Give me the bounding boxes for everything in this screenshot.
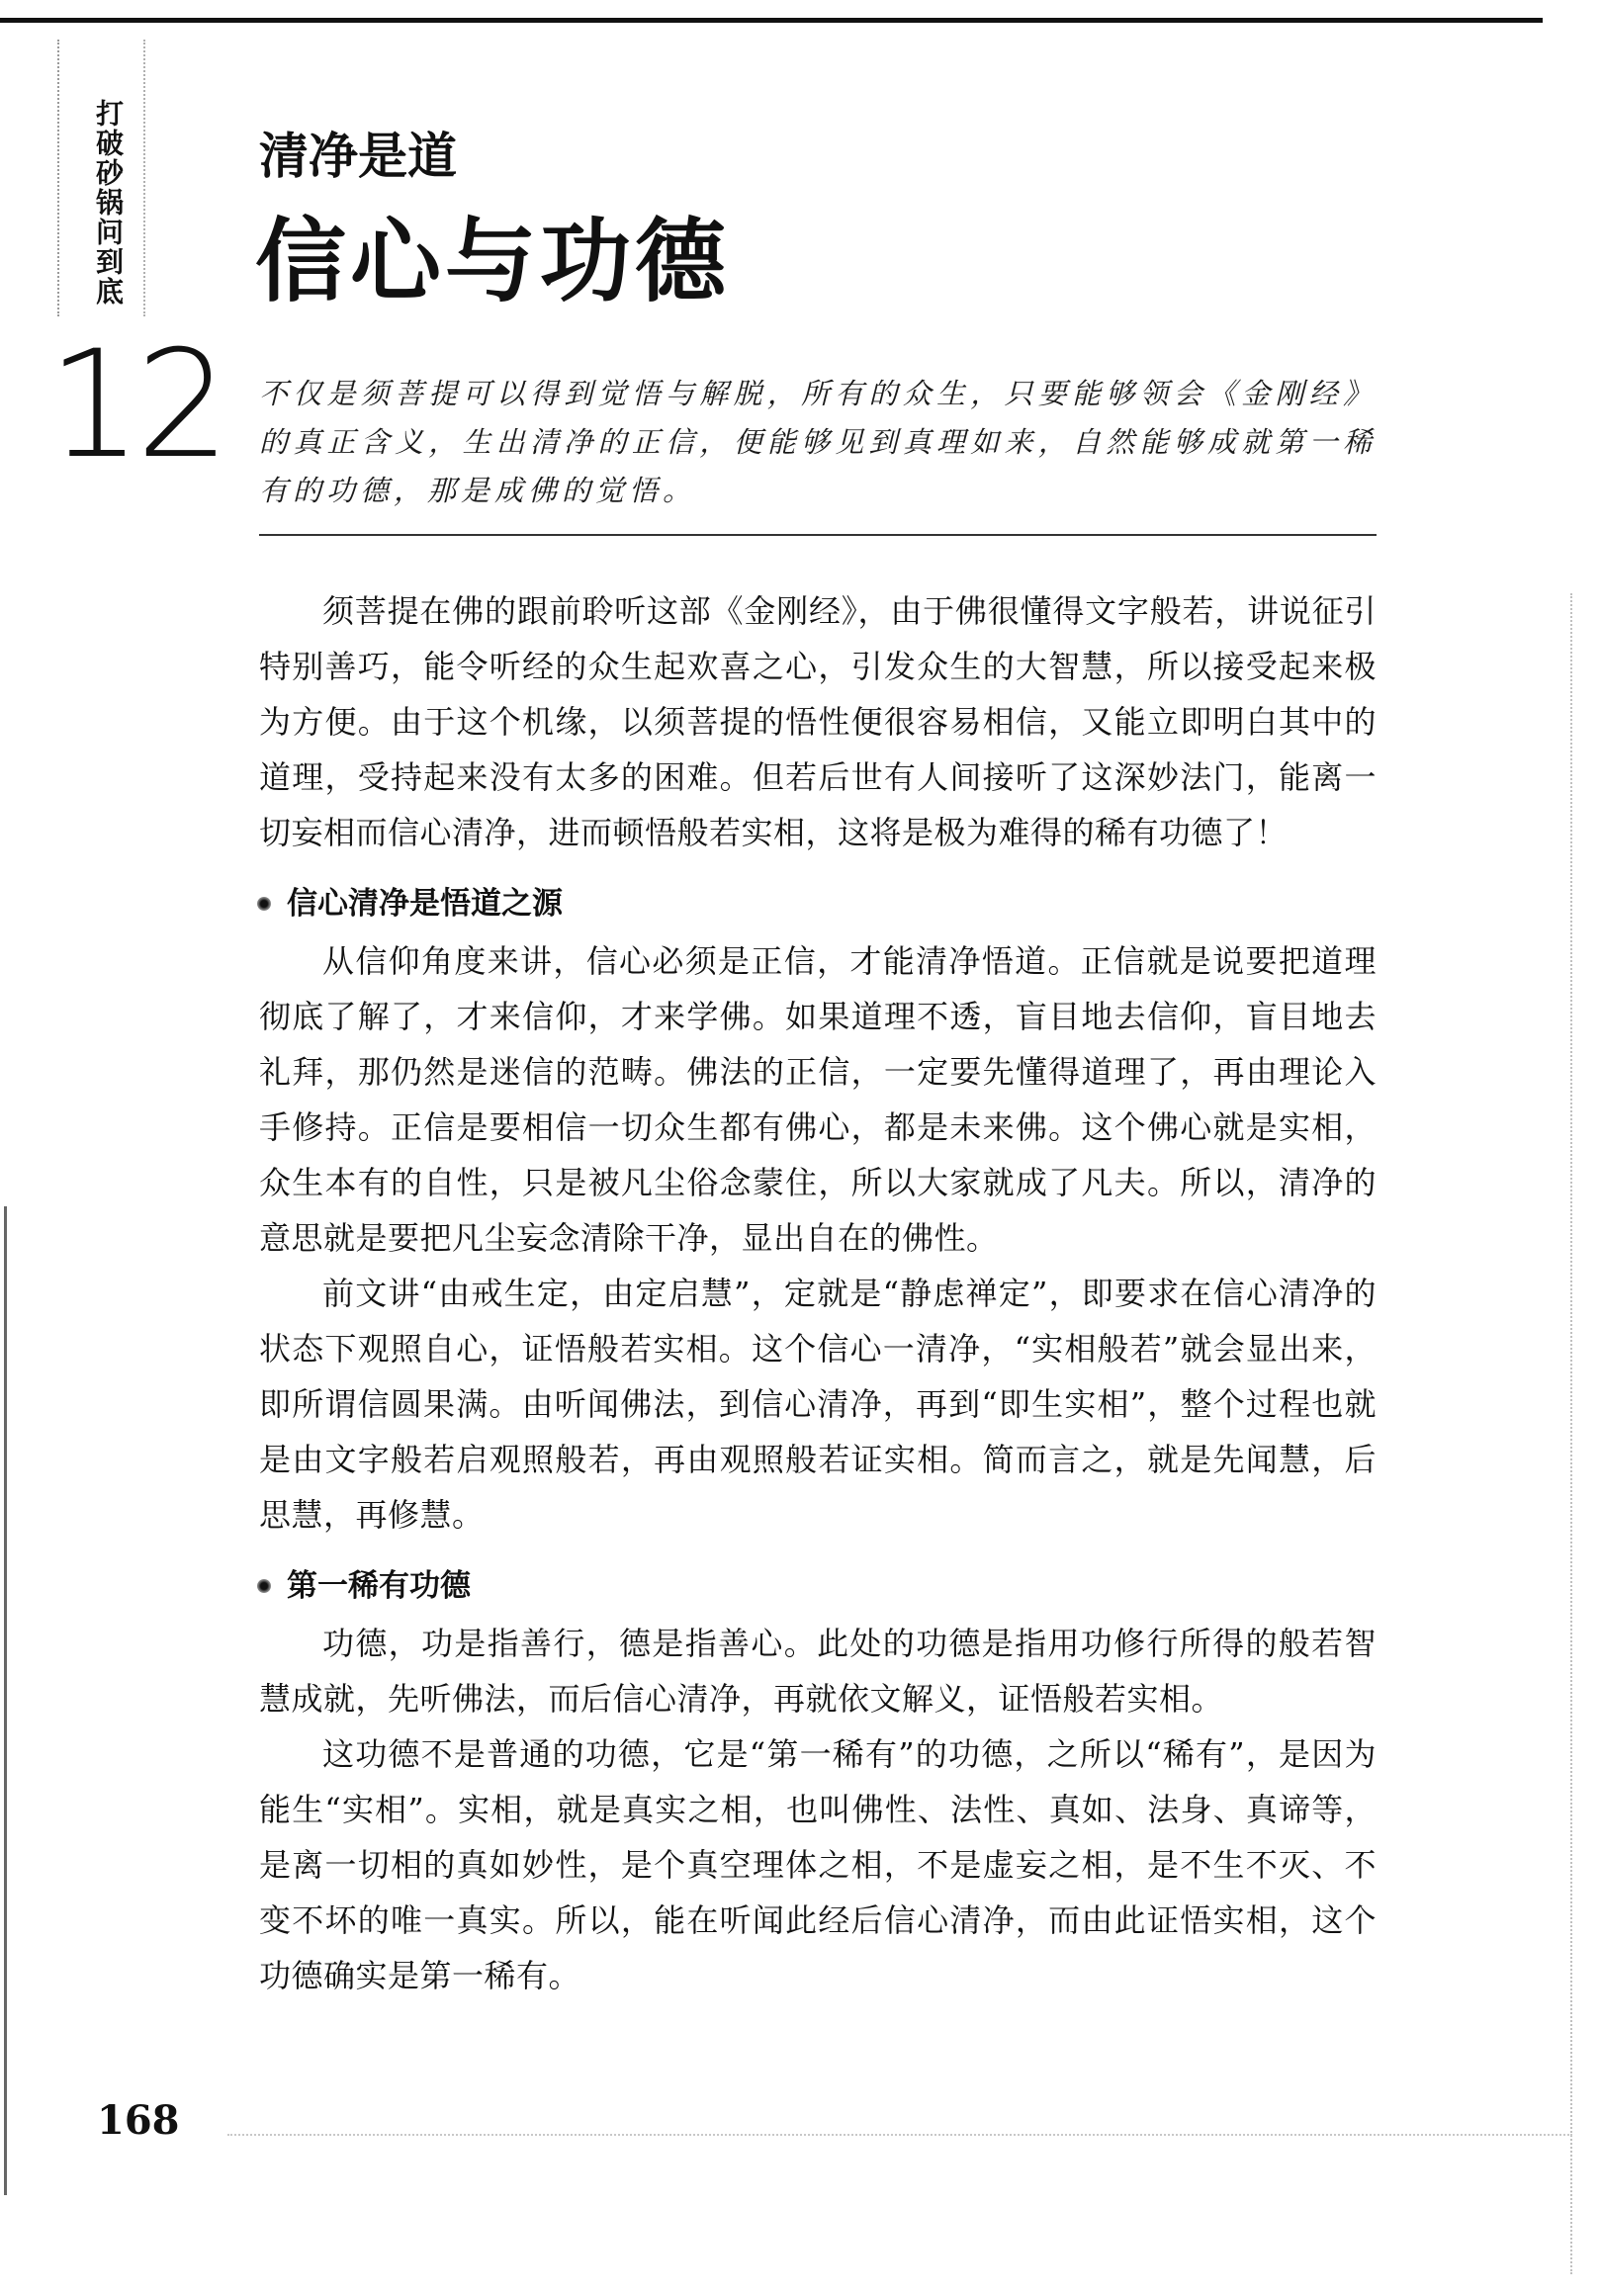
chapter-abstract: 不仅是须菩提可以得到觉悟与解脱，所有的众生，只要能够领会《金刚经》的真正含义，生出清净的正信，便能够见到真理如来，自然能够成就第一稀有的功德，那是成佛的觉悟。 — [259, 377, 1377, 507]
page-edge-line — [4, 1206, 7, 2195]
footer-dotted-line — [227, 2134, 1572, 2136]
chapter-title: 信心与功德 — [255, 209, 731, 314]
page-number: 168 — [97, 2097, 180, 2144]
series-title: 打破砂锅问到底 — [92, 99, 125, 307]
paragraph: 前文讲“由戒生定，由定启慧”，定就是“静虑禅定”，即要求在信心清净的状态下观照自心，证悟般若实相。这个信心一清净，“实相般若”就会显出来，即所谓信圆果满。由听闻佛法，到信心清净，再到“即生实相”，整个过程也就是由文字般若启观照般若，再由观照般若证实相。简而言之，就是先闻慧，后思慧，再修慧。 — [259, 1275, 1377, 1534]
bullet-icon — [257, 897, 271, 911]
page-edge-dots — [1570, 593, 1572, 2274]
margin-dotted-line — [143, 40, 145, 316]
section-heading — [259, 878, 1377, 929]
section-heading-text: 第一稀有功德 — [287, 1568, 471, 1604]
margin-dotted-line — [57, 40, 59, 316]
paragraph: 功德，功是指善行，德是指善心。此处的功德是指用功修行所得的般若智慧成就，先听佛法，而后信心清净，再就依文解义，证悟般若实相。 — [259, 1625, 1377, 1718]
header-rule — [0, 18, 1543, 23]
body-text — [259, 583, 1377, 2003]
chapter-subtitle: 清净是道 — [259, 127, 457, 185]
paragraph: 从信仰角度来讲，信心必须是正信，才能清净悟道。正信就是说要把道理彻底了解了，才来信仰，才来学佛。如果道理不透，盲目地去信仰，盲目地去礼拜，那仍然是迷信的范畴。佛法的正信，一定要先懂得道理了，再由理论入手修持。正信是要相信一切众生都有佛心，都是未来佛。这个佛心就是实相，众生本有的自性，只是被凡尘俗念蒙住，所以大家就成了凡夫。所以，清净的意思就是要把凡尘妄念清除干净，显出自在的佛性。 — [259, 942, 1377, 1257]
abstract-divider — [259, 534, 1377, 536]
paragraph: 这功德不是普通的功德，它是“第一稀有”的功德，之所以“稀有”，是因为能生“实相”。实相，就是真实之相，也叫佛性、法性、真如、法身、真谛等，是离一切相的真如妙性，是个真空理体之相，不是虚妄之相，是不生不灭、不变不坏的唯一真实。所以，能在听闻此经后信心清净，而由此证悟实相，这个功德确实是第一稀有。 — [259, 1735, 1377, 1994]
section-heading — [259, 1560, 1377, 1612]
chapter-number: 12 — [47, 319, 224, 491]
section-heading-text: 信心清净是悟道之源 — [287, 886, 563, 922]
intro-paragraph: 须菩提在佛的跟前聆听这部《金刚经》，由于佛很懂得文字般若，讲说征引特别善巧，能令听经的众生起欢喜之心，引发众生的大智慧，所以接受起来极为方便。由于这个机缘，以须菩提的悟性便很容易相信，又能立即明白其中的道理，受持起来没有太多的困难。但若后世有人间接听了这深妙法门，能离一切妄相而信心清净，进而顿悟般若实相，这将是极为难得的稀有功德了！ — [259, 592, 1377, 851]
bullet-icon — [257, 1579, 271, 1593]
